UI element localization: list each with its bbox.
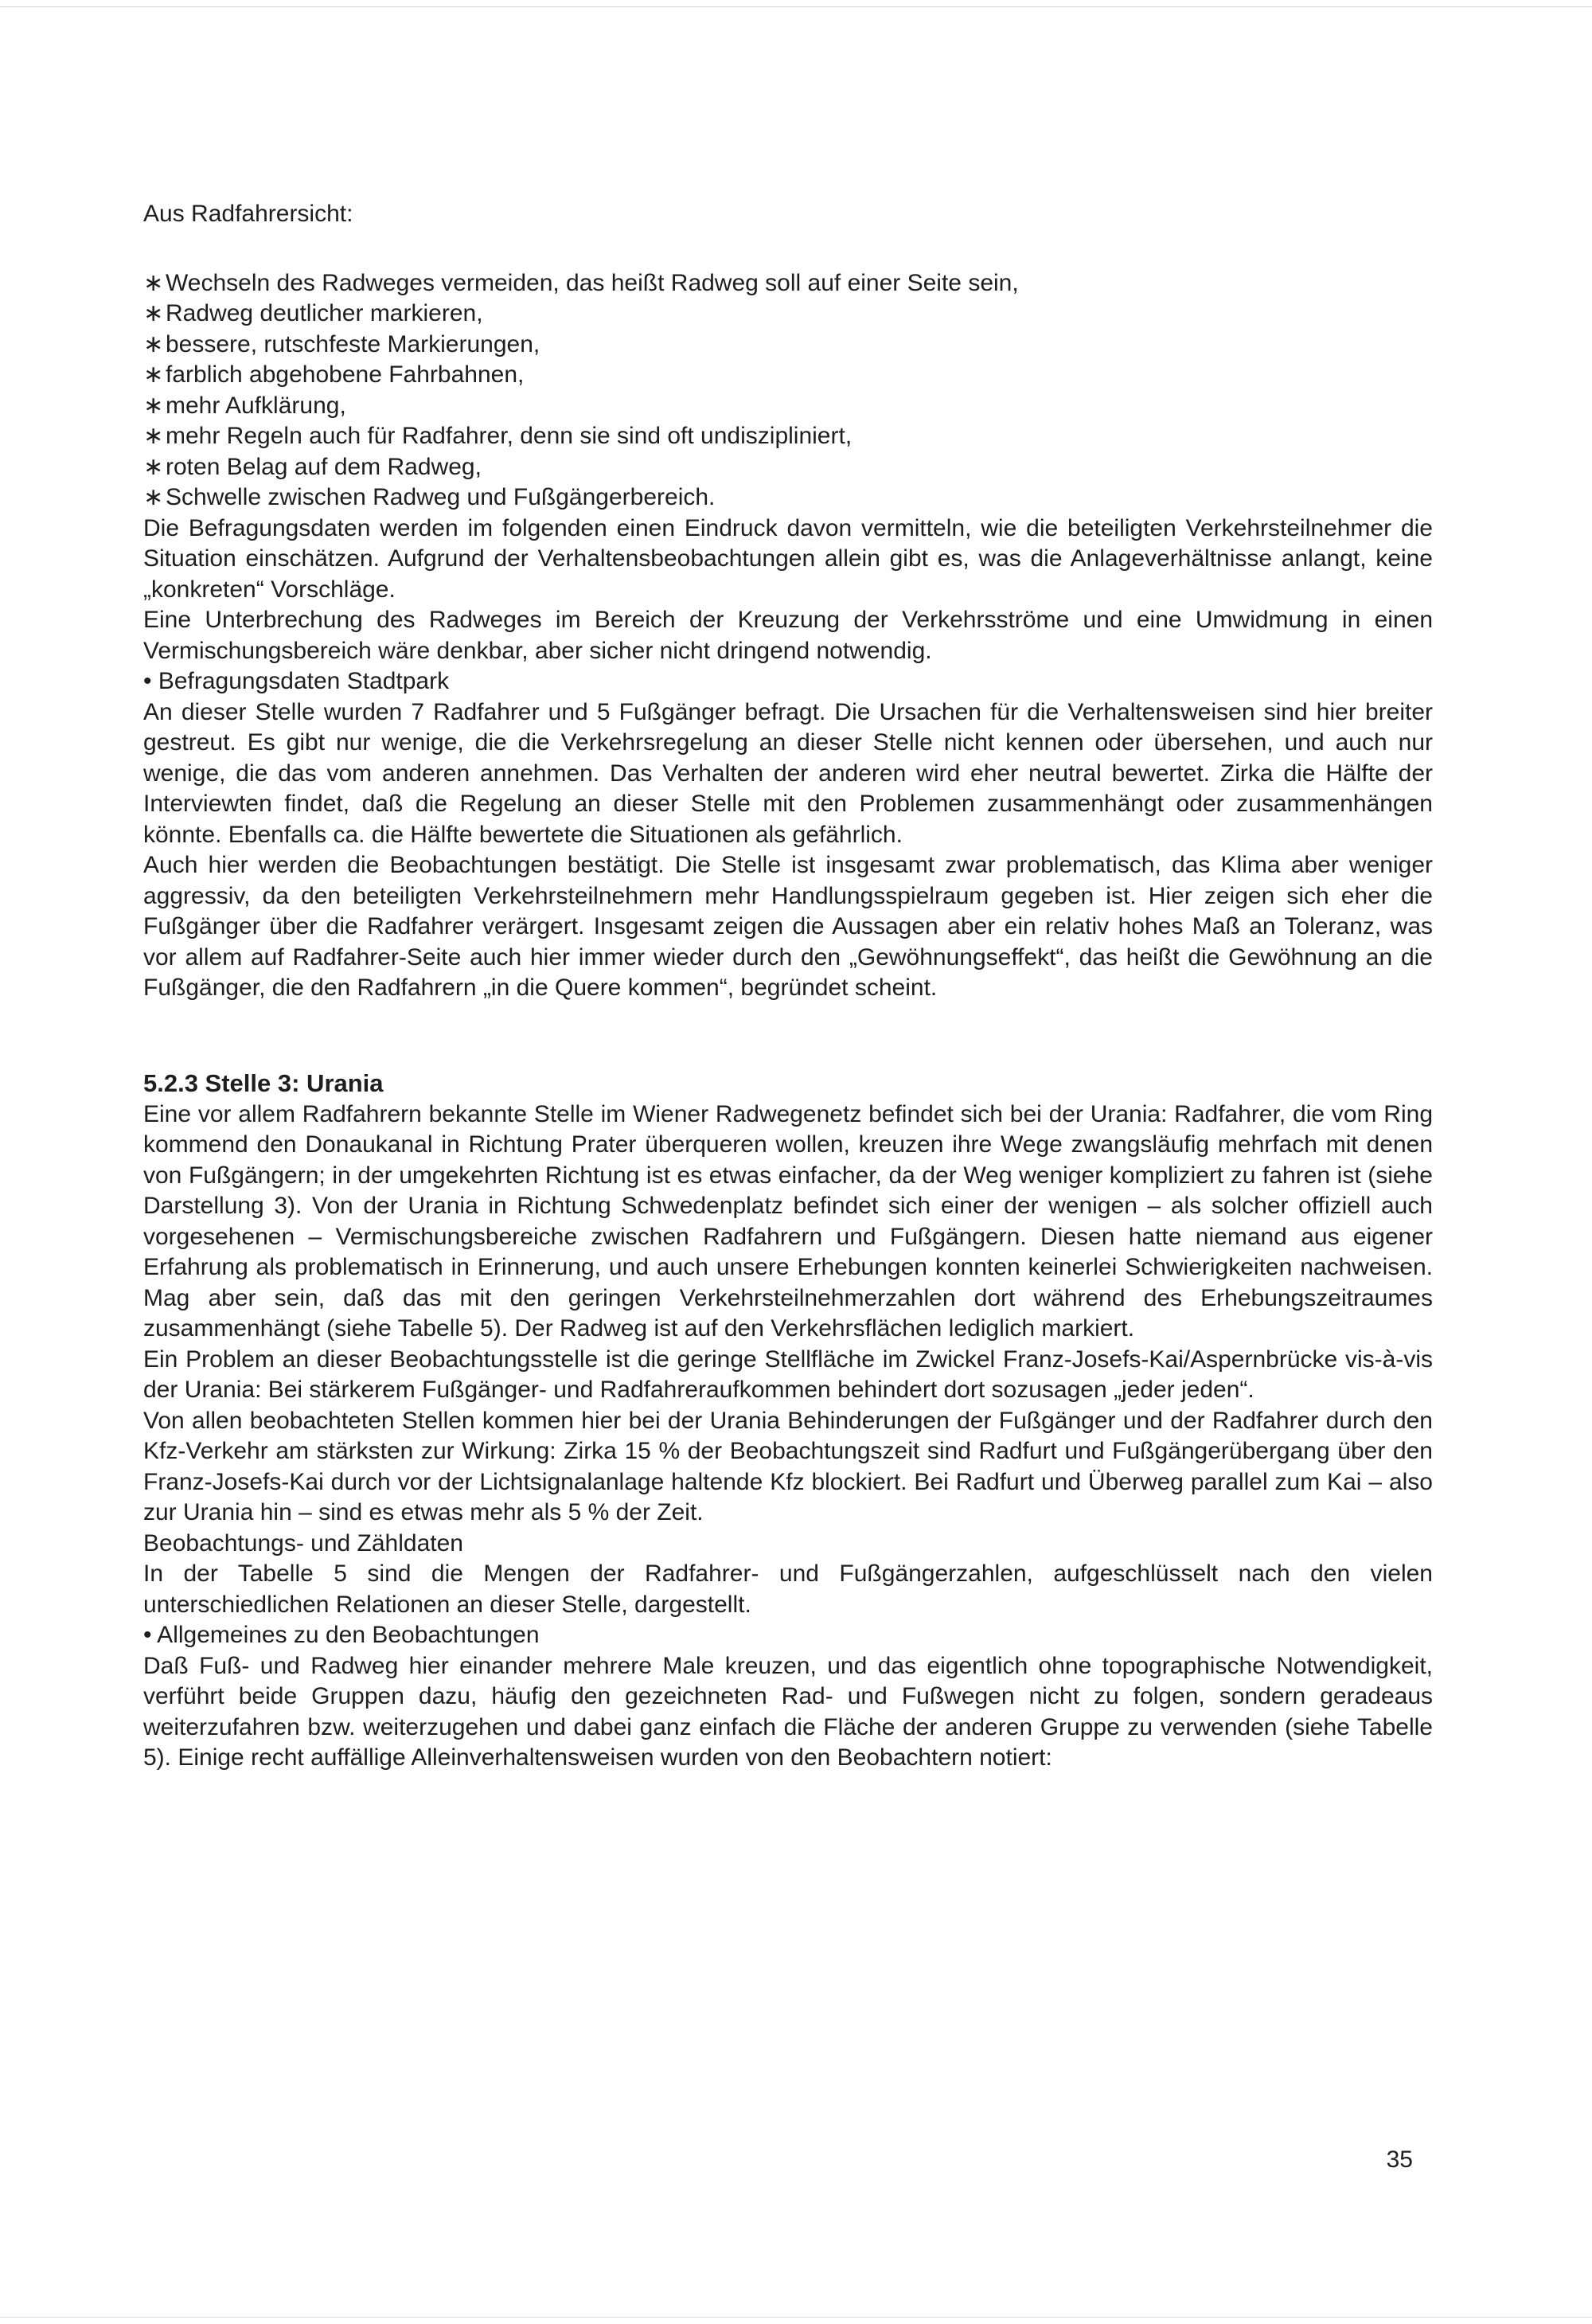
paragraph: Ein Problem an dieser Beobachtungsstelle ist die geringe Stellfläche im Zwickel Franz-Josefs-Kai/Aspernbrücke vis-à-vis der Urania: Bei stärkerem Fußgänger- und Radfahreraufkommen behindert dort sozusagen „jeder jeden“. [143,1346,1433,1403]
paragraph: Daß Fuß- und Radweg hier einander mehrere Male kreuzen, und das eigentlich ohne topographische Notwendigkeit, verführt beide Gruppen dazu, häufig den gezeichneten Rad- und Fußwegen nicht zu folgen, sondern geradeaus weiterzufahren bzw. weiterzugehen und dabei ganz einfach die Fläche der anderen Gruppe zu verwenden (siehe Tabelle 5). Einige recht auffällige Alleinverhaltensweisen wurden von den Beobachtern notiert: [143,1652,1433,1771]
paragraph: In der Tabelle 5 sind die Mengen der Radfahrer- und Fußgängerzahlen, aufgeschlüsselt nach den vielen unterschiedlichen Relationen an dieser Stelle, dargestellt. [143,1560,1433,1618]
asterisk-icon: ∗ [143,300,164,326]
section-heading: 5.2.3 Stelle 3: Urania [143,1068,384,1097]
page-bottom-edge [0,2317,1592,2318]
list-item: ∗Radweg deutlicher markieren, [143,299,1433,330]
section-intro: Aus Radfahrersicht: [143,201,353,227]
list-item: ∗mehr Regeln auch für Radfahrer, denn sie sind oft undiszipliniert, [143,421,1433,452]
asterisk-icon: ∗ [143,361,164,388]
paragraph: An dieser Stelle wurden 7 Radfahrer und 5 Fußgänger befragt. Die Ursachen für die Verhaltensweisen sind hier breiter gestreut. Es gibt nur wenige, die die Verkehrsregelung an dieser Stelle nicht kennen oder übersehen, und auch nur wenige, die das vom anderen annehmen. Das Verhalten der anderen wird eher neutral bewertet. Zirka die Hälfte der Interviewten findet, daß die Regelung an dieser Stelle mit den Problemen zusammenhängt oder zusammenhängen könnte. Ebenfalls ca. die Hälfte bewertete die Situationen als gefährlich. [143,698,1433,848]
paragraph: Die Befragungsdaten werden im folgenden einen Eindruck davon vermitteln, wie die beteiligten Verkehrsteilnehmer die Situation einschätzen. Aufgrund der Verhaltensbeobachtungen allein gibt es, was die Anlageverhältnisse anlangt, keine „konkreten“ Vorschläge. [143,514,1433,603]
list-item: ∗Schwelle zwischen Radweg und Fußgängerbereich. [143,482,1433,514]
subsection-label: • Befragungsdaten Stadtpark [143,668,450,694]
asterisk-icon: ∗ [143,330,164,357]
page-number: 35 [1386,2146,1413,2173]
asterisk-icon: ∗ [143,423,164,449]
list-item: ∗mehr Aufklärung, [143,391,1433,422]
list-item: ∗farblich abgehobene Fahrbahnen, [143,360,1433,391]
list-item: ∗bessere, rutschfeste Markierungen, [143,330,1433,361]
subsection-label: Beobachtungs- und Zähldaten [143,1529,463,1556]
page-content [143,199,1433,1774]
asterisk-icon: ∗ [143,269,164,296]
asterisk-icon: ∗ [143,392,164,419]
paragraph: Von allen beobachteten Stellen kommen hier bei der Urania Behinderungen der Fußgänger und der Radfahrer durch den Kfz-Verkehr am stärksten zur Wirkung: Zirka 15 % der Beobachtungszeit sind Radfurt und Fußgängerübergang über den Franz-Josefs-Kai durch vor der Lichtsignalanlage haltende Kfz blockiert. Bei Radfurt und Überweg parallel zum Kai – also zur Urania hin – sind es etwas mehr als 5 % der Zeit. [143,1407,1433,1525]
subsection-label: • Allgemeines zu den Beobachtungen [143,1622,540,1648]
paragraph: Eine Unterbrechung des Radweges im Bereich der Kreuzung der Verkehrsströme und eine Umwidmung in einen Vermischungsbereich wäre denkbar, aber sicher nicht dringend notwendig. [143,607,1433,664]
page-top-edge [0,6,1592,7]
paragraph: Auch hier werden die Beobachtungen bestätigt. Die Stelle ist insgesamt zwar problematisch, das Klima aber weniger aggressiv, da den beteiligten Verkehrsteilnehmern mehr Handlungsspielraum gegeben ist. Hier zeigen sich eher die Fußgänger über die Radfahrer verärgert. Insgesamt zeigen die Aussagen aber ein relativ hohes Maß an Toleranz, was vor allem auf Radfahrer-Seite auch hier immer wieder durch den „Gewöhnungseffekt“, das heißt die Gewöhnung an die Fußgänger, die den Radfahrern „in die Quere kommen“, begründet scheint. [143,852,1433,1001]
paragraph: Eine vor allem Radfahrern bekannte Stelle im Wiener Radwegenetz befindet sich bei der Urania: Radfahrer, die vom Ring kommend den Donaukanal in Richtung Prater überqueren wollen, kreuzen ihre Wege zwangsläufig mehrfach mit denen von Fußgängern; in der umgekehrten Richtung ist es etwas einfacher, da der Weg weniger kompliziert zu fahren ist (siehe Darstellung 3). Von der Urania in Richtung Schwedenplatz befindet sich einer der wenigen – als solcher offiziell auch vorgesehenen – Vermischungsbereiche zwischen Radfahrern und Fußgängern. Diesen hatte niemand aus eigener Erfahrung als problematisch in Erinnerung, und auch unsere Erhebungen konnten keinerlei Schwierigkeiten nachweisen. Mag aber sein, daß das mit den geringen Verkehrsteilnehmerzahlen dort während des Erhebungszeitraumes zusammenhängt (siehe Tabelle 5). Der Radweg ist auf den Verkehrsflächen lediglich markiert. [143,1100,1433,1342]
list-item: ∗Wechseln des Radweges vermeiden, das heißt Radweg soll auf einer Seite sein, [143,268,1433,299]
asterisk-icon: ∗ [143,453,164,480]
list-item: ∗roten Belag auf dem Radweg, [143,452,1433,483]
suggestion-list [143,268,1433,514]
asterisk-icon: ∗ [143,484,164,510]
